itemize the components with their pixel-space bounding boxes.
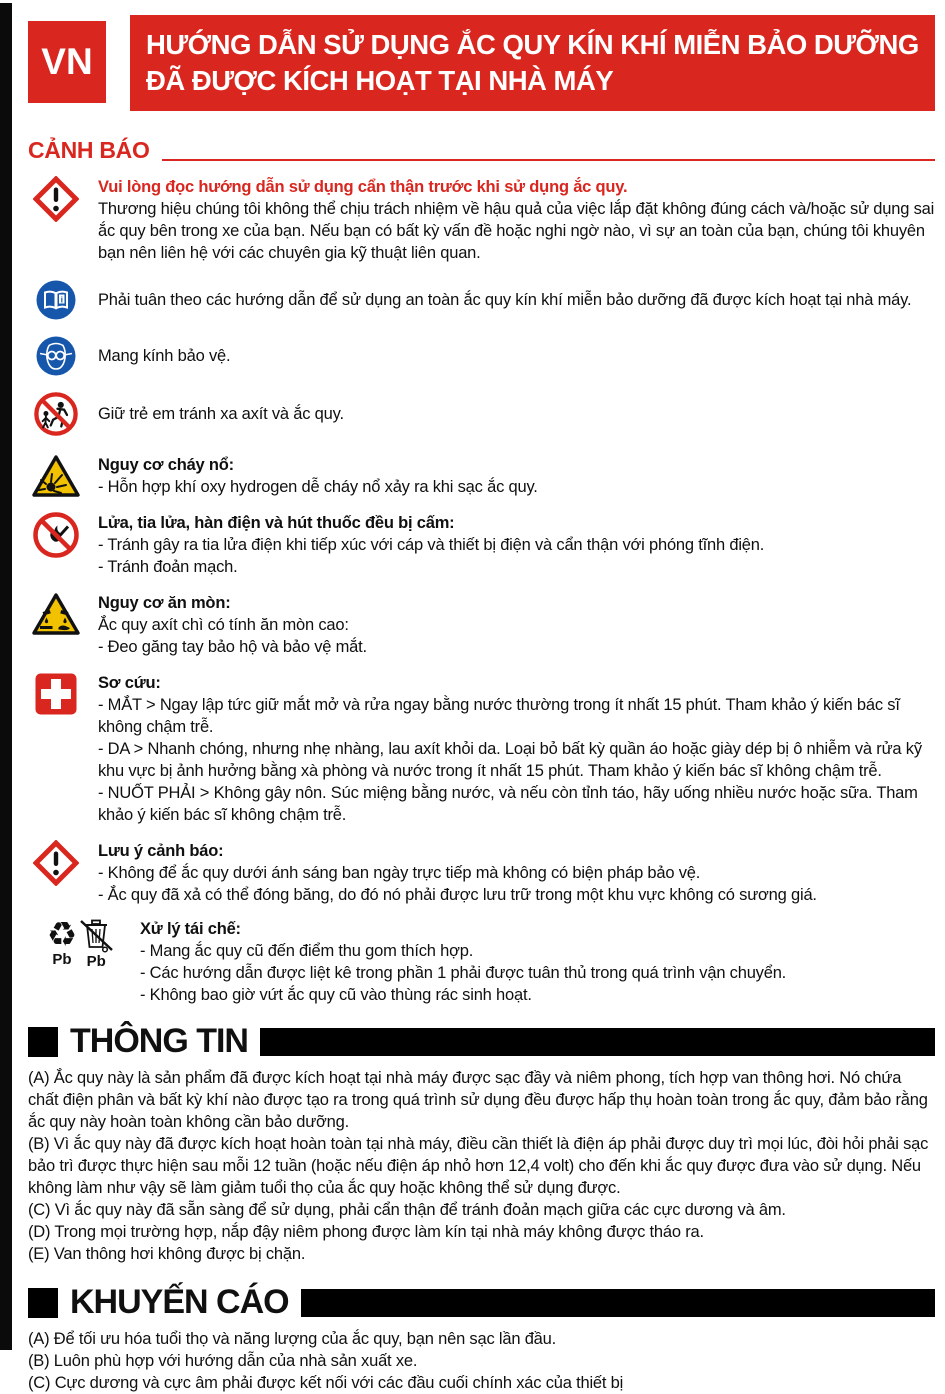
ghs-exclamation-icon [28, 176, 84, 264]
warning-item-read-instructions [28, 176, 935, 264]
info-paragraph-b: (B) Vì ắc quy này đã được kích hoạt hoàn toàn tại nhà máy, điều cần thiết là điện áp phải được duy trì mọi lúc, đòi hỏi phải sạc bảo trì được thực hiện sau mỗi 12 tuần (hoặc nếu điện áp nhỏ hơn 12,4 volt) cho đến khi ắc quy được đưa vào sử dụng. Nếu không làm như vậy sẽ làm giảm tuổi thọ của ắc quy hoặc không thể sử dụng được. [28, 1135, 929, 1197]
first-aid-icon [28, 672, 84, 826]
warning-title: Lưu ý cảnh báo: [98, 842, 224, 860]
warning-line: - Tránh gây ra tia lửa điện khi tiếp xúc với cáp và thiết bị điện và cẩn thận với phóng tĩnh điện. [98, 536, 765, 554]
warning-line: - Ắc quy đã xả có thể đóng băng, do đó nó phải được lưu trữ trong một khu vực không có sương giá. [98, 886, 817, 904]
language-code: VN [41, 41, 93, 82]
info-paragraph-a: (A) Ắc quy này là sản phẩm đã được kích hoạt tại nhà máy được sạc đầy và niêm phong, tích hợp van thông hơi. Nó chứa chất điện phân và bất kỳ khí nào được tạo ra trong quá trình sử dụng đều được hấp thụ hoàn toàn trong ắc quy, đảm bảo rằng ắc quy này hoàn toàn không cần bảo dưỡng. [28, 1069, 928, 1131]
warning-item-first-aid [28, 672, 935, 826]
ghs-exclamation-icon [28, 840, 84, 906]
warning-item-caution-notes [28, 840, 935, 906]
warning-item-wear-goggles [28, 336, 935, 376]
info-heading-label: THÔNG TIN [70, 1022, 248, 1060]
warning-item-corrosion [28, 592, 935, 658]
recycle-symbol [46, 915, 78, 968]
heading-square [28, 1288, 58, 1318]
read-manual-icon [28, 280, 84, 320]
no-trash-bin-symbol [79, 918, 113, 970]
language-badge [28, 21, 106, 103]
warning-title: Nguy cơ ăn mòn: [98, 594, 231, 612]
svg-text:i: i [60, 294, 63, 305]
info-paragraph-d: (D) Trong mọi trường hợp, nắp đậy niêm phong được làm kín tại nhà máy không được tháo ra. [28, 1223, 704, 1241]
recycle-arrows-icon: ♻ [46, 915, 78, 955]
warning-body: Thương hiệu chúng tôi không thể chịu trách nhiệm về hậu quả của việc lắp đặt không đúng cách và/hoặc sử dụng sai ắc quy bên trong xe của bạn. Nếu bạn có bất kỳ vấn đề hoặc nghi ngờ nào, vì sự an toàn của bạn, chúng tôi khuyên bạn nên liên hệ với các chuyên gia kỹ thuật liên quan. [98, 200, 935, 262]
header [28, 15, 935, 111]
warning-line: Ắc quy axít chì có tính ăn mòn cao: [98, 616, 349, 634]
info-paragraph-c: (C) Vì ắc quy này đã sẵn sàng để sử dụng, phải cẩn thận để tránh đoản mạch giữa các cực dương và âm. [28, 1201, 786, 1219]
heading-rule [162, 159, 935, 161]
warning-line: - Mang ắc quy cũ đến điểm thu gom thích hợp. [140, 942, 474, 960]
warning-heading-label: CẢNH BÁO [28, 137, 150, 163]
safety-goggles-icon [28, 336, 84, 376]
warning-item-keep-children-away [28, 392, 935, 436]
warning-item-follow-manual [28, 280, 935, 320]
warning-line: - Các hướng dẫn được liệt kê trong phần 1 phải được tuân thủ trong quá trình vận chuyển. [140, 964, 787, 982]
advice-heading-label: KHUYẾN CÁO [70, 1283, 289, 1321]
recycle-lead-icon [28, 915, 132, 1006]
warning-item-explosion-hazard [28, 454, 935, 498]
corrosion-hazard-icon [28, 592, 84, 658]
page-title-line-2: ĐÃ ĐƯỢC KÍCH HOẠT TẠI NHÀ MÁY [146, 65, 614, 96]
warning-line: - Hỗn hợp khí oxy hydrogen dễ cháy nổ xảy ra khi sạc ắc quy. [98, 478, 538, 496]
lead-label: Pb [52, 951, 72, 968]
advice-paragraph-c: (C) Cực dương và cực âm phải được kết nối với các đầu cuối chính xác của thiết bị [28, 1374, 624, 1392]
info-paragraph-e: (E) Van thông hơi không được bị chặn. [28, 1245, 306, 1263]
warning-body: Mang kính bảo vệ. [98, 347, 231, 365]
advice-section [28, 1283, 935, 1394]
info-section [28, 1022, 935, 1265]
warning-line: - Không để ắc quy dưới ánh sáng ban ngày trực tiếp mà không có biện pháp bảo vệ. [98, 864, 701, 882]
advice-paragraph-a: (A) Để tối ưu hóa tuổi thọ và năng lượng của ắc quy, bạn nên sạc lần đầu. [28, 1330, 557, 1348]
warning-line: - Tránh đoản mạch. [98, 558, 238, 576]
warning-line: - NUỐT PHẢI > Không gây nôn. Súc miệng bằng nước, và nếu còn tỉnh táo, hãy uống nhiều nước hoặc sữa. Tham khảo ý kiến bác sĩ không chậm trễ. [98, 784, 918, 824]
warning-title: Xử lý tái chế: [140, 920, 241, 938]
left-edge-bar [0, 3, 12, 1350]
lead-label: Pb [86, 953, 106, 970]
warning-item-no-fire [28, 512, 935, 578]
advice-paragraph-b: (B) Luôn phù hợp với hướng dẫn của nhà sản xuất xe. [28, 1352, 418, 1370]
instruction-leaflet [28, 0, 935, 1394]
warning-line: - DA > Nhanh chóng, nhưng nhẹ nhàng, lau axít khỏi da. Loại bỏ bất kỳ quần áo hoặc giày dép bị ô nhiễm và rửa kỹ khu vực bị ảnh hưởng bằng xà phòng và nước trong ít nhất 15 phút. Tham khảo ý kiến bác sĩ không chậm trễ. [98, 740, 922, 780]
warning-title: Sơ cứu: [98, 674, 161, 692]
warning-section-heading [28, 137, 935, 164]
title-banner [130, 15, 935, 111]
warning-line: - Không bao giờ vứt ắc quy cũ vào thùng rác sinh hoạt. [140, 986, 532, 1004]
info-section-heading [28, 1022, 935, 1061]
warning-title: Lửa, tia lửa, hàn điện và hút thuốc đều bị cấm: [98, 514, 455, 532]
keep-children-away-icon [28, 392, 84, 436]
heading-square [28, 1027, 58, 1057]
warning-line: - MẮT > Ngay lập tức giữ mắt mở và rửa ngay bằng nước thường trong ít nhất 15 phút. Tham khảo ý kiến bác sĩ không chậm trễ. [98, 696, 900, 736]
warning-title: Vui lòng đọc hướng dẫn sử dụng cẩn thận trước khi sử dụng ắc quy. [98, 178, 628, 196]
no-fire-no-smoking-icon [28, 512, 84, 578]
page-title-line-1: HƯỚNG DẪN SỬ DỤNG ẮC QUY KÍN KHÍ MIỄN BẢO DƯỠNG [146, 29, 919, 60]
warning-item-recycling [28, 915, 935, 1006]
warning-title: Nguy cơ cháy nổ: [98, 456, 234, 474]
warning-line: - Đeo găng tay bảo hộ và bảo vệ mắt. [98, 638, 367, 656]
advice-section-heading [28, 1283, 935, 1322]
heading-bar [260, 1028, 935, 1056]
warning-body: Phải tuân theo các hướng dẫn để sử dụng an toàn ắc quy kín khí miễn bảo dưỡng đã được kích hoạt tại nhà máy. [98, 291, 912, 309]
heading-bar [301, 1289, 935, 1317]
warning-body: Giữ trẻ em tránh xa axít và ắc quy. [98, 405, 344, 423]
crossed-bin-icon [79, 918, 113, 954]
explosion-hazard-icon [28, 454, 84, 498]
